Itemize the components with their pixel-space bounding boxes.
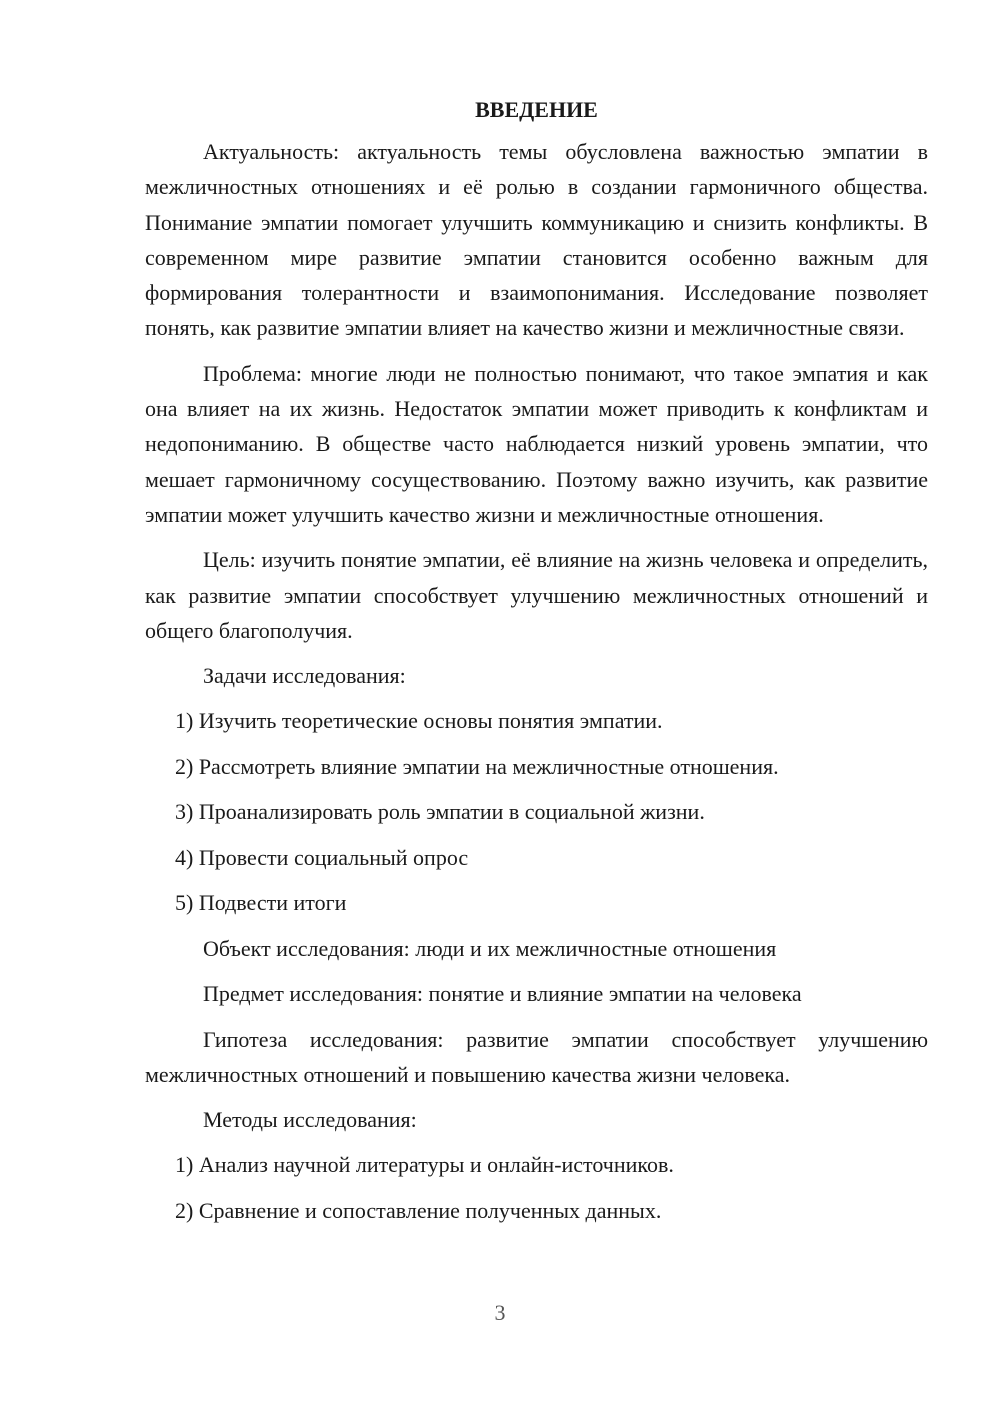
relevance-paragraph: Актуальность: актуальность темы обусловлена важностью эмпатии в межличностных отношениях и её ролью в создании гармоничного общества. Понимание эмпатии помогает улучшить коммуникацию и снизить конфликты. В современном мире развитие эмпатии становится особенно важным для формирования толерантности и взаимопонимания. Исследование позволяет понять, как развитие эмпатии влияет на качество жизни и межличностные связи. bbox=[145, 139, 928, 341]
list-item: 3) Проанализировать роль эмпатии в социальной жизни. bbox=[175, 799, 705, 825]
hypothesis-paragraph: Гипотеза исследования: развитие эмпатии способствует улучшению межличностных отношений и повышению качества жизни человека. bbox=[145, 1026, 928, 1087]
list-item: 1) Анализ научной литературы и онлайн-источников. bbox=[175, 1152, 674, 1178]
problem-paragraph: Проблема: многие люди не полностью понимают, что такое эмпатия и как она влияет на их жизнь. Недостаток эмпатии может приводить к конфликтам и недопониманию. В обществе часто наблюдается низкий уровень эмпатии, что мешает гармоничному сосуществованию. Поэтому важно изучить, как развитие эмпатии может улучшить качество жизни и межличностные отношения. bbox=[145, 360, 928, 527]
page-number: 3 bbox=[494, 1300, 506, 1325]
list-item: 2) Сравнение и сопоставление полученных данных. bbox=[175, 1197, 662, 1223]
subject-paragraph: Предмет исследования: понятие и влияние эмпатии на человека bbox=[203, 981, 802, 1007]
object-paragraph: Объект исследования: люди и их межличностные отношения bbox=[203, 935, 777, 961]
list-item: 2) Рассмотреть влияние эмпатии на межличностные отношения. bbox=[175, 753, 779, 779]
page-title: ВВЕДЕНИЕ bbox=[475, 97, 598, 122]
goal-paragraph: Цель: изучить понятие эмпатии, её влияние на жизнь человека и определить, как развитие эмпатии способствует улучшению межличностных отношений и общего благополучия. bbox=[145, 547, 928, 643]
tasks-list bbox=[145, 703, 928, 920]
list-item: 5) Подвести итоги bbox=[175, 890, 347, 916]
methods-heading: Методы исследования: bbox=[203, 1107, 417, 1133]
tasks-heading: Задачи исследования: bbox=[203, 663, 406, 689]
list-item: 4) Провести социальный опрос bbox=[175, 844, 469, 870]
list-item: 1) Изучить теоретические основы понятия эмпатии. bbox=[175, 708, 663, 734]
methods-list bbox=[145, 1147, 928, 1228]
page-content bbox=[145, 90, 928, 1238]
